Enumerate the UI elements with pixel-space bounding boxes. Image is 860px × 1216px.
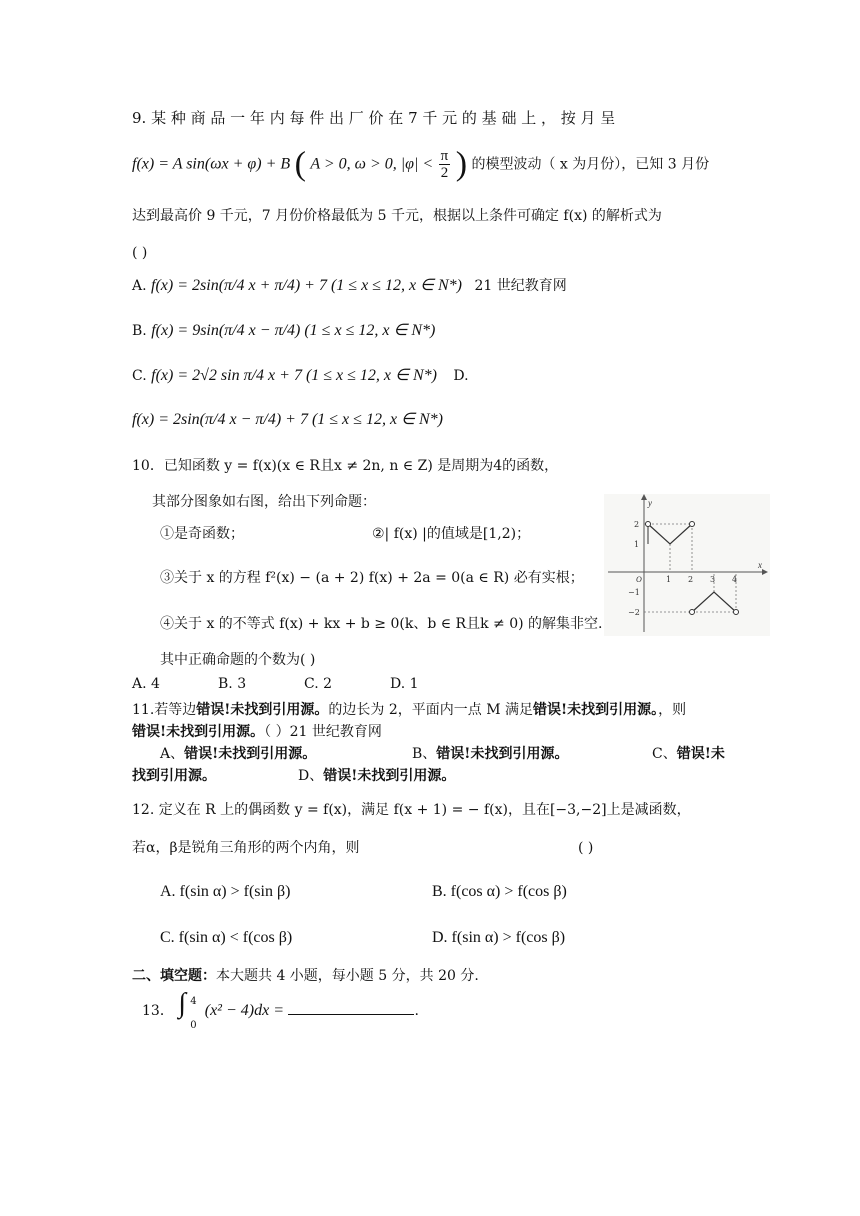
q9-paren-close: ) bbox=[455, 145, 468, 183]
q11-opt-b: B、 bbox=[412, 746, 437, 762]
q10-ask: 其中正确命题的个数为( ) bbox=[160, 652, 316, 668]
q11-line1 bbox=[132, 700, 686, 720]
q11-opt-c: C、 bbox=[652, 746, 677, 762]
q9-opt-d-expr: f(x) = 2sin(π/4 x − π/4) + 7 (1 ≤ x ≤ 12, x ∈ N*) bbox=[132, 411, 443, 428]
integral-lower: 0 bbox=[190, 1020, 197, 1031]
q9-frac bbox=[439, 148, 451, 181]
open-point-4-neg2 bbox=[734, 610, 739, 615]
q9-opt-c-label: C. bbox=[132, 368, 147, 384]
q9-option-c bbox=[132, 366, 469, 386]
x-tick-2: 2 bbox=[688, 575, 694, 584]
q11-line3-b bbox=[412, 744, 568, 764]
integral-sign bbox=[178, 988, 200, 1031]
y-axis-label: y bbox=[648, 498, 652, 508]
q9-opt-a-expr: f(x) = 2sin(π/4 x + π/4) + 7 (1 ≤ x ≤ 12, x ∈ N*) bbox=[151, 277, 462, 294]
y-tick-2: 2 bbox=[634, 520, 640, 529]
q13-integrand: (x² − 4)dx = bbox=[204, 1002, 284, 1019]
q9-opt-a-note: 21 世纪教育网 bbox=[474, 278, 567, 294]
open-point-2-neg2 bbox=[690, 610, 695, 615]
x-tick-1: 1 bbox=[666, 575, 672, 584]
q9-tail: 的模型波动（ x 为月份），已知 3 月份 bbox=[471, 156, 710, 173]
q11-line4 bbox=[132, 766, 216, 786]
section-2-title: 二、填空题： bbox=[132, 968, 216, 984]
q12-opt-a: A. f(sin α) > f(sin β) bbox=[160, 883, 291, 900]
q9-opt-b-label: B. bbox=[132, 323, 147, 339]
q9-cond: A > 0, ω > 0, |φ| < bbox=[310, 155, 434, 173]
q11-opt-a: A、 bbox=[160, 746, 185, 762]
q11-err-4: 错误!未找到引用源。 bbox=[184, 746, 317, 762]
q11-err-7: 错误!未找到引用源。 bbox=[323, 768, 456, 784]
q9-paren-open: ( bbox=[294, 145, 306, 183]
q9-model: f(x) = A sin(ωx + φ) + B bbox=[132, 155, 291, 173]
q11-err-6b: 找到引用源。 bbox=[132, 768, 216, 784]
q9-opt-d-label: D. bbox=[453, 368, 469, 384]
integral-glyph: ∫ bbox=[178, 988, 186, 1019]
y-tick-neg1: −1 bbox=[628, 588, 640, 597]
open-point-0-2 bbox=[646, 522, 651, 527]
q9-line1: 9. 某 种 商 品 一 年 内 每 件 出 厂 价 在 7 千 元 的 基 础 上 ， 按 月 呈 bbox=[132, 109, 616, 127]
q10-prop-1: ①是奇函数； bbox=[160, 526, 244, 542]
q11-line2 bbox=[132, 722, 382, 742]
q11-l2-b: （ ）21 世纪教育网 bbox=[264, 724, 382, 740]
q10-opt-c: C. 2 bbox=[304, 676, 333, 692]
q13-end: . bbox=[414, 1003, 419, 1019]
section-2-desc: 本大题共 4 小题，每小题 5 分，共 20 分. bbox=[216, 968, 479, 984]
q9-option-d bbox=[132, 410, 443, 430]
q10-prop-2: ②| f(x) |的值域是[1,2)； bbox=[372, 526, 531, 542]
q11-l1-b: 的边长为 2，平面内一点 M 满足 bbox=[328, 702, 534, 718]
q9-frac-num: π bbox=[440, 148, 449, 164]
q9-option-b bbox=[132, 321, 435, 341]
q11-err-1: 错误!未找到引用源。 bbox=[196, 702, 329, 718]
integral-upper: 4 bbox=[190, 996, 197, 1007]
q10-opt-a: A. 4 bbox=[132, 676, 160, 692]
x-axis-label: x bbox=[758, 560, 762, 570]
q13-num: 13． bbox=[142, 1003, 174, 1019]
q9-frac-den: 2 bbox=[440, 165, 449, 181]
q10-intro: 其部分图象如右图，给出下列命题： bbox=[152, 494, 376, 510]
q13-answer-blank[interactable] bbox=[288, 1000, 414, 1015]
q12-opt-c: C. f(sin α) < f(cos β) bbox=[160, 929, 293, 946]
q10-opt-b: B. 3 bbox=[218, 676, 247, 692]
q11-err-3: 错误!未找到引用源。 bbox=[132, 724, 265, 740]
q10-options bbox=[132, 674, 419, 694]
q11-err-5: 错误!未找到引用源。 bbox=[436, 746, 569, 762]
q9-opt-c-expr: f(x) = 2√2 sin π/4 x + 7 (1 ≤ x ≤ 12, x ∈ N*) bbox=[151, 367, 437, 384]
q10-opt-d: D. 1 bbox=[390, 676, 419, 692]
q9-line2 bbox=[132, 145, 710, 183]
x-tick-4: 4 bbox=[732, 575, 738, 584]
q9-option-a bbox=[132, 276, 567, 296]
origin-label: O bbox=[636, 575, 642, 584]
y-tick-1: 1 bbox=[634, 540, 640, 549]
section-2-heading bbox=[132, 966, 479, 986]
q11-l1-c: ，则 bbox=[658, 702, 687, 718]
q11-opt-d: D、 bbox=[298, 768, 324, 784]
q9-line3: 达到最高价 9 千元，7 月份价格最低为 5 千元，根据以上条件可确定 f(x) 的解析式为 bbox=[132, 208, 662, 224]
q11-line3-c bbox=[652, 744, 725, 764]
q11-l1-a: 11.若等边 bbox=[132, 702, 197, 718]
q9-paren: ( ) bbox=[132, 245, 148, 261]
q13-line bbox=[142, 988, 419, 1031]
q10-stem: 10．已知函数 y = f(x)(x ∈ R且x ≠ 2n, n ∈ Z) 是周期为4的函数， bbox=[132, 458, 559, 474]
q10-prop-4: ④关于 x 的不等式 f(x) + kx + b ≥ 0(k、b ∈ R且k ≠ 0) 的解集非空. bbox=[160, 616, 603, 632]
q11-line3 bbox=[160, 744, 316, 764]
q11-line4-d bbox=[298, 766, 455, 786]
x-tick-3: 3 bbox=[710, 575, 716, 584]
q10-prop-3: ③关于 x 的方程 f²(x) − (a + 2) f(x) + 2a = 0(a ∈ R) 必有实根； bbox=[160, 570, 584, 586]
open-point-2-2 bbox=[690, 522, 695, 527]
function-graph bbox=[604, 494, 770, 636]
y-tick-neg2: −2 bbox=[628, 608, 640, 617]
q9-opt-b-expr: f(x) = 9sin(π/4 x − π/4) (1 ≤ x ≤ 12, x ∈ N*) bbox=[151, 322, 436, 339]
q11-err-6a: 错误!未 bbox=[676, 746, 725, 762]
q12-opt-b: B. f(cos α) > f(cos β) bbox=[432, 883, 567, 900]
q12-paren: ( ) bbox=[578, 840, 594, 856]
q9-opt-a-label: A. bbox=[132, 278, 147, 294]
q12-line2: 若α，β是锐角三角形的两个内角，则 bbox=[132, 840, 360, 856]
q12-line1: 12. 定义在 R 上的偶函数 y = f(x)，满足 f(x + 1) = − f(x)，且在[−3,−2]上是减函数， bbox=[132, 802, 691, 818]
q12-opt-d: D. f(sin α) > f(cos β) bbox=[432, 929, 566, 946]
q11-err-2: 错误!未找到引用源。 bbox=[533, 702, 659, 718]
